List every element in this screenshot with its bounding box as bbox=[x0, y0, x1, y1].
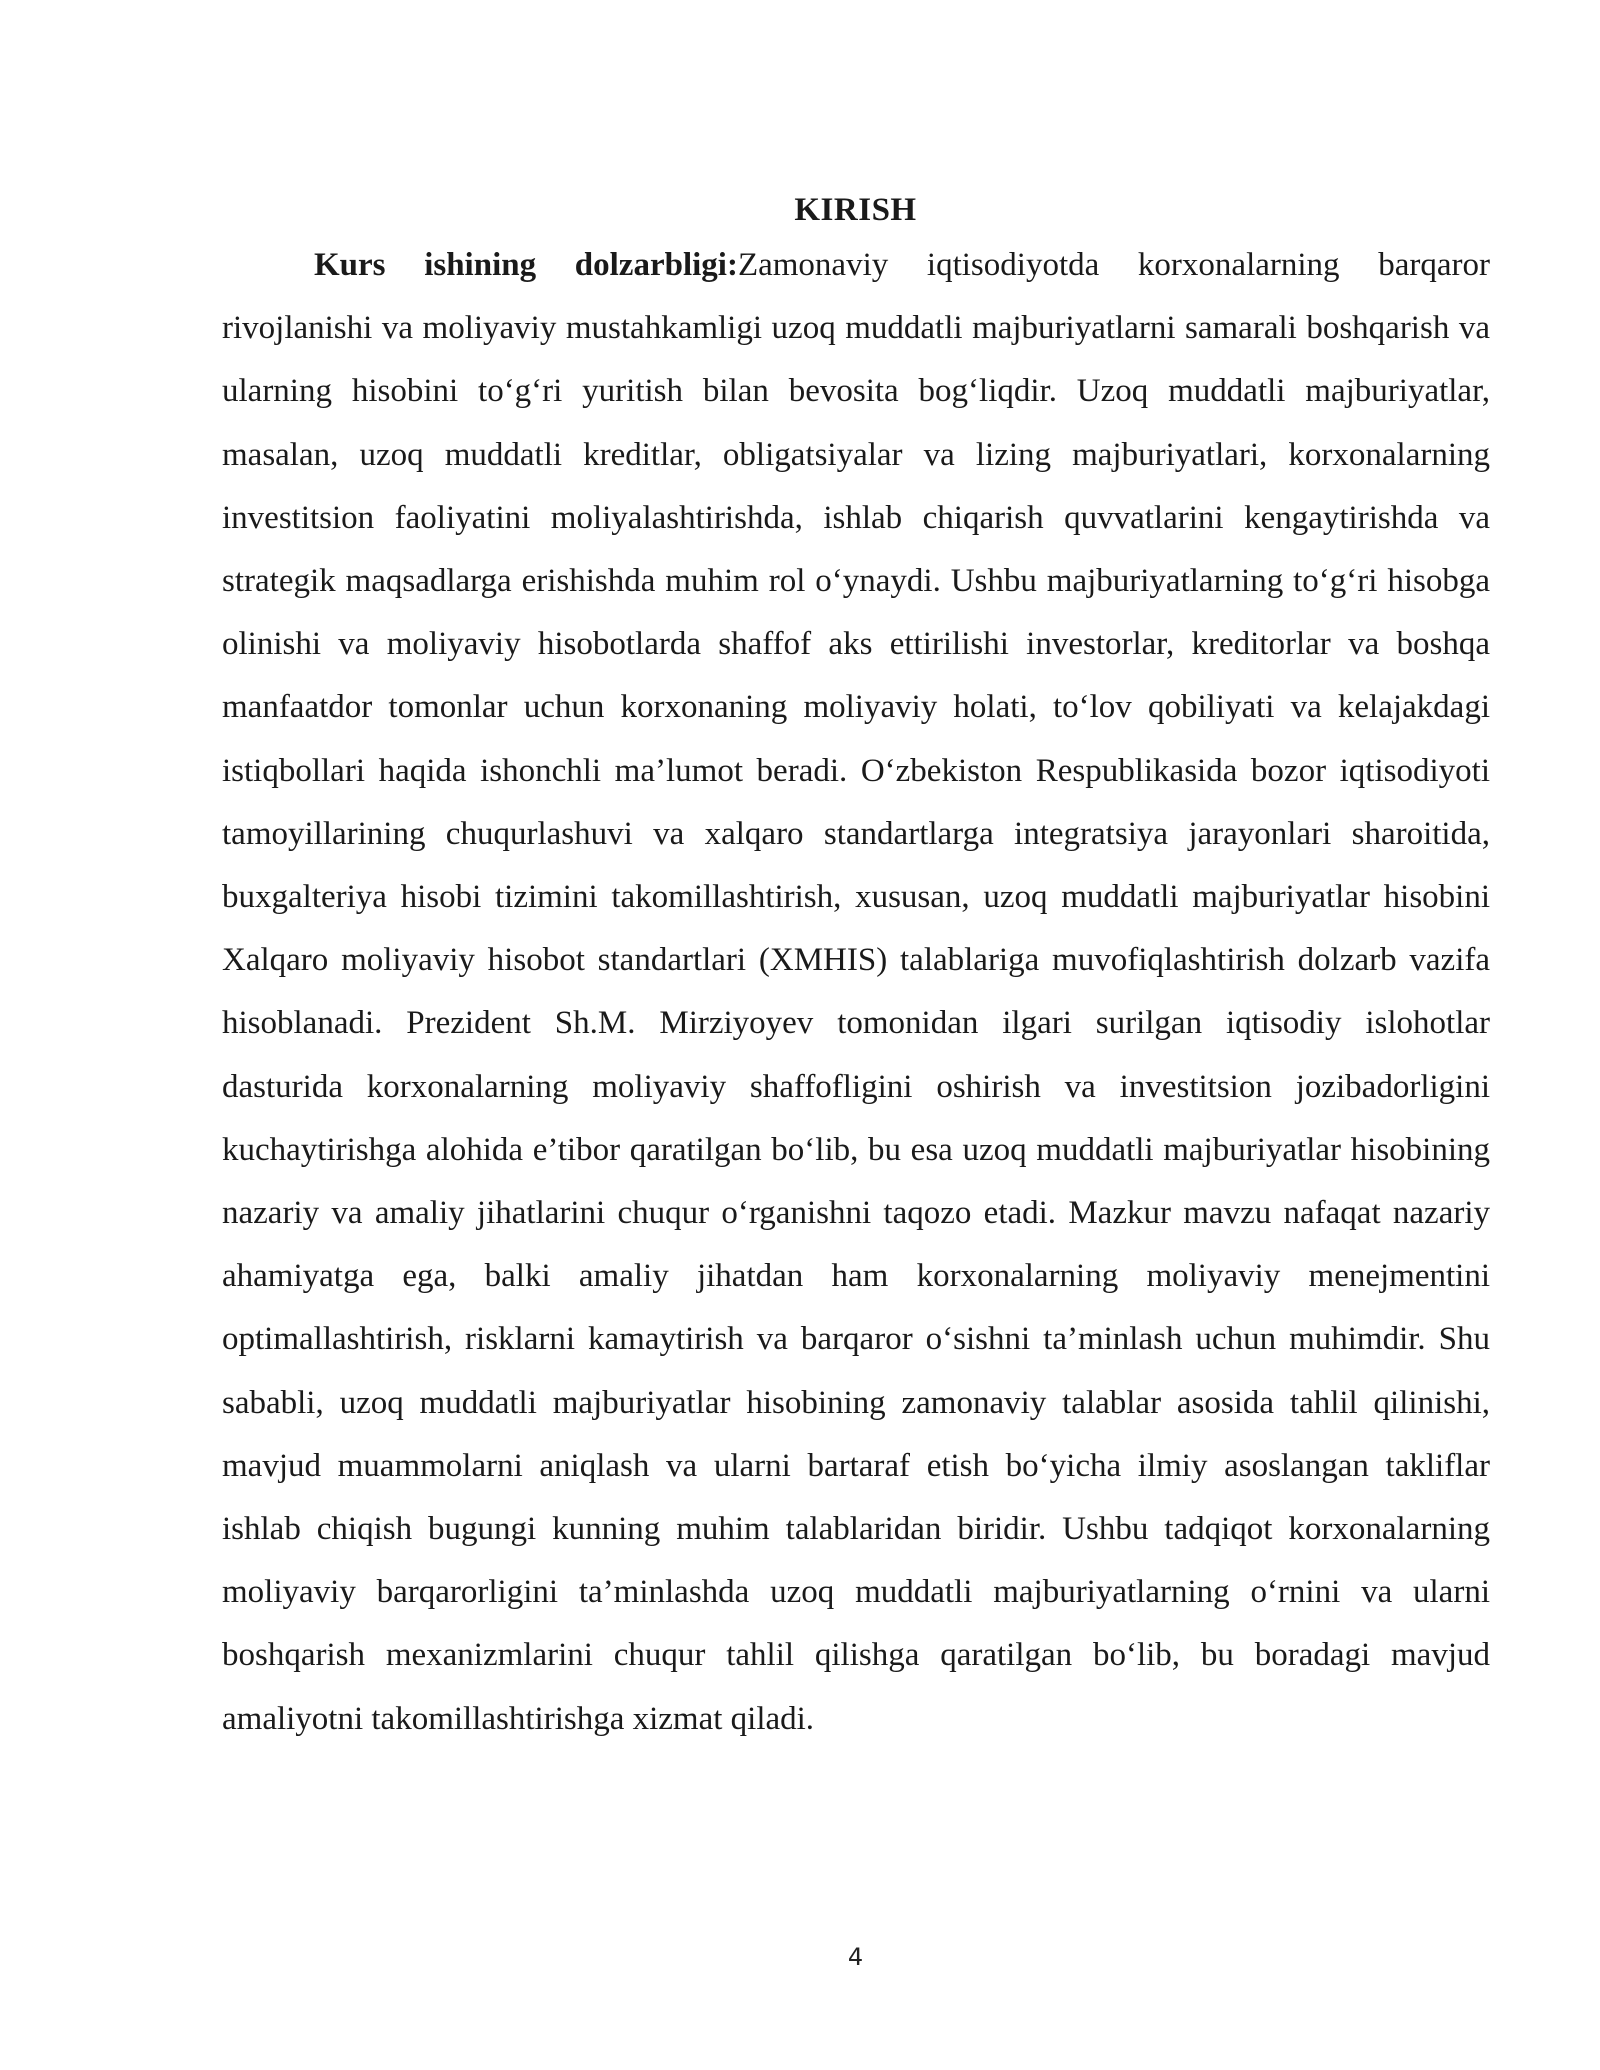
body-paragraph bbox=[222, 234, 1490, 1751]
paragraph-text: Zamonaviy iqtisodiyotda korxonalarning barqaror rivojlanishi va moliyaviy mustahkamligi uzoq muddatli majburiyatlarni samarali boshqarish va ularning hisobini to‘g‘ri yuritish bilan bevosita bog‘liqdir. Uzoq muddatli majburiyatlar, masalan, uzoq muddatli kreditlar, obligatsiyalar va lizing majburiyatlari, korxonalarning investitsion faoliyatini moliyalashtirishda, ishlab chiqarish quvvatlarini kengaytirishda va strategik maqsadlarga erishishda muhim rol o‘ynaydi. Ushbu majburiyatlarning to‘g‘ri hisobga olinishi va moliyaviy hisobotlarda shaffof aks ettirilishi investorlar, kreditorlar va boshqa manfaatdor tomonlar uchun korxonaning moliyaviy holati, to‘lov qobiliyati va kelajakdagi istiqbollari haqida ishonchli ma’lumot beradi. O‘zbekiston Respublikasida bozor iqtisodiyoti tamoyillarining chuqurlashuvi va xalqaro standartlarga integratsiya jarayonlari sharoitida, buxgalteriya hisobi tizimini takomillashtirish, xususan, uzoq muddatli majburiyatlar hisobini Xalqaro moliyaviy hisobot standartlari (XMHIS) talablariga muvofiqlashtirish dolzarb vazifa hisoblanadi. Prezident Sh.M. Mirziyoyev tomonidan ilgari surilgan iqtisodiy islohotlar dasturida korxonalarning moliyaviy shaffofligini oshirish va investitsion jozibadorligini kuchaytirishga alohida e’tibor qaratilgan bo‘lib, bu esa uzoq muddatli majburiyatlar hisobining nazariy va amaliy jihatlarini chuqur o‘rganishni taqozo etadi. Mazkur mavzu nafaqat nazariy ahamiyatga ega, balki amaliy jihatdan ham korxonalarning moliyaviy menejmentini optimallashtirish, risklarni kamaytirish va barqaror o‘sishni ta’minlash uchun muhimdir. Shu sababli, uzoq muddatli majburiyatlar hisobining zamonaviy talablar asosida tahlil qilinishi, mavjud muammolarni aniqlash va ularni bartaraf etish bo‘yicha ilmiy asoslangan takliflar ishlab chiqish bugungi kunning muhim talablaridan biridir. Ushbu tadqiqot korxonalarning moliyaviy barqarorligini ta’minlashda uzoq muddatli majburiyatlarning o‘rnini va ularni boshqarish mexanizmlarini chuqur tahlil qilishga qaratilgan bo‘lib, bu boradagi mavjud amaliyotni takomillashtirishga xizmat qiladi. bbox=[222, 247, 1490, 1737]
page-number: 4 bbox=[847, 1943, 864, 1971]
page-title: KIRISH bbox=[794, 192, 917, 228]
paragraph-lead: Kurs ishining dolzarbligi: bbox=[314, 247, 738, 283]
